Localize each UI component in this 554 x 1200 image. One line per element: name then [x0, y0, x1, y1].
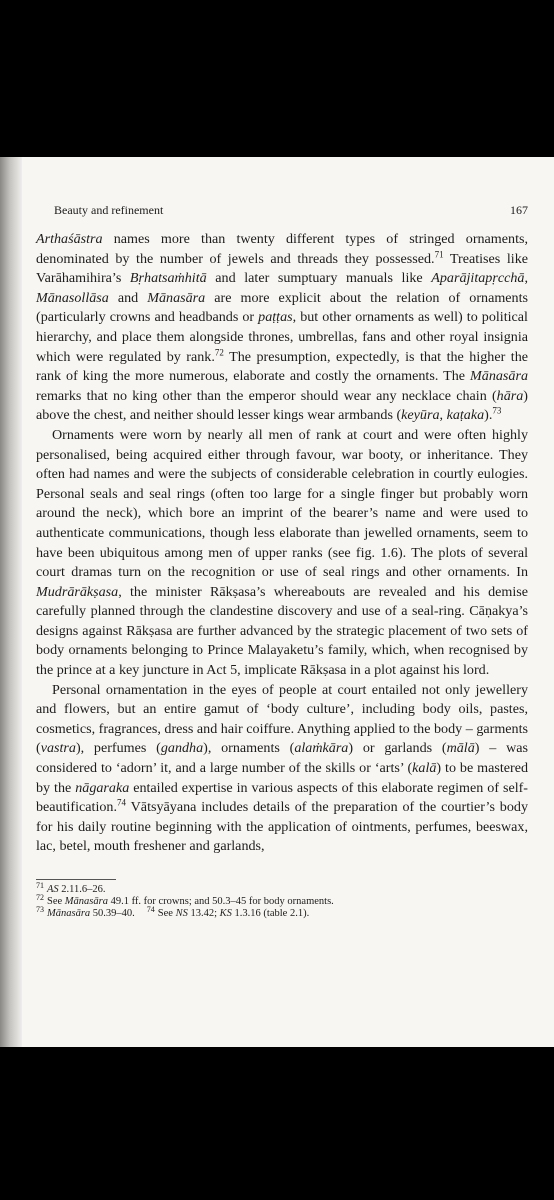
italic-term: nāgaraka: [75, 779, 130, 796]
text-run: , but other ornaments as well) to political hierarchy, and place them alongside thrones, umbrellas, fans and other royal insignia which were regulated by rank.: [36, 309, 528, 365]
italic-term: kaṭaka: [446, 407, 485, 424]
book-page: [0, 157, 554, 1047]
italic-term: gandha: [160, 740, 204, 757]
footnotes: [36, 880, 528, 920]
text-run: ) to be mastered by the: [36, 760, 529, 796]
italic-term: Bṛhatsaṁhitā: [129, 270, 207, 287]
footnote-71: [36, 880, 528, 896]
text-run: ), perfumes (: [75, 740, 161, 757]
text-run: , the minister Rākṣasa’s whereabouts are revealed and his demise carefully planned through the clandestine discovery and use of a seal-ring. Cāṇakya’s designs against Rākṣasa are further advanced by the strategic placement of two sets of body ornaments belonging to Prince Malayaketu’s family, which, when recognised by the prince at a key juncture in Act 5, implicate Rākṣasa in a plot against his lord.: [36, 583, 528, 679]
text-run: Vātsyāyana includes details of the preparation of the courtier’s body for his daily routine beginning with the application of ointments, perfumes, beeswax, lac, betel, mouth freshener and garlands,: [36, 799, 528, 855]
footnote-73-74: [36, 904, 528, 920]
footnote-ref-74[interactable]: 74: [117, 797, 127, 808]
text-run: ) or garlands (: [348, 740, 447, 757]
text-run: Ornaments were worn by nearly all men of rank at court and were often highly personalised, being acquired either through favour, war booty, or inheritance. They often had names and were the subjects of considerable celebration in courtly eulogies. Personal seals and seal rings (often too large for a single finger but probably worn around the neck), which bore an imprint of the bearer’s name and were used to authenticate communications, though less elaborate than jewelled ornaments, seem to have been ubiquitous among men of upper ranks (see fig. 1.6). The plots of several court dramas turn on the recognition or use of seal rings and other ornaments. In: [36, 426, 528, 581]
paragraph-1: [36, 230, 528, 426]
text-run: 2.11.6–26.: [58, 884, 106, 895]
italic-term: Arthaśāstra: [36, 231, 103, 247]
text-run: Treatises like Varāhamihira’s: [36, 250, 528, 287]
italic-term: Mudrārākṣasa: [36, 583, 119, 600]
italic-term: Mānasāra: [147, 289, 206, 306]
paragraph-2: [36, 426, 528, 681]
page-text-area: [36, 203, 528, 920]
text-run: See: [47, 896, 65, 907]
italic-term: keyūra: [401, 407, 440, 424]
italic-term: hāra: [496, 387, 524, 404]
italic-term: AS: [47, 884, 59, 895]
italic-term: Mānasāra: [64, 896, 108, 907]
footnote-ref-73[interactable]: 73: [492, 405, 502, 416]
text-run: The presumption, expectedly, is that the higher the rank of king the more numerous, elaborate and costly the ornaments. The: [36, 348, 528, 385]
text-run: 49.1 ff. for crowns; and 50.3–45 for body ornaments.: [107, 896, 334, 907]
running-head: [36, 203, 528, 218]
italic-term: mālā: [446, 740, 475, 757]
italic-term: Mānasollāsa: [36, 289, 109, 306]
text-run: and: [108, 289, 148, 306]
text-run: See: [157, 908, 176, 919]
text-run: 13.42;: [187, 908, 220, 919]
italic-term: Mānasāra: [470, 368, 528, 385]
text-run: 1.3.16 (table 2.1).: [231, 908, 310, 919]
text-run: ).: [484, 407, 493, 424]
footnote-number: 73: [36, 904, 44, 914]
footnote-ref-71[interactable]: 71: [434, 248, 444, 259]
paragraph-3: [36, 681, 528, 857]
italic-term: NS: [175, 908, 188, 919]
text-run: Personal ornamentation in the eyes of people at court entailed not only jewellery and flowers, but an entire gamut of ‘body culture’, including body oils, pastes, cosmetics, fragrances, dress and hair coiffure. Anything applied to the body – garments (: [36, 681, 528, 757]
italic-term: Mānasāra: [47, 908, 91, 919]
text-run: ), ornaments (: [203, 740, 295, 757]
footnote-number: 72: [36, 892, 44, 902]
text-run: and later sumptuary manuals like: [206, 270, 432, 287]
italic-term: alaṁkāra: [294, 740, 349, 757]
italic-term: kalā: [412, 760, 437, 777]
running-head-title: Beauty and refinement: [54, 203, 164, 217]
text-run: ,: [439, 407, 447, 424]
footnote-number: 74: [146, 904, 155, 914]
text-run: ) – was considered to ‘adorn’ it, and a large number of the skills or ‘arts’ (: [36, 740, 528, 777]
text-run: remarks that no king other than the emperor should wear any necklace chain (: [36, 387, 497, 404]
text-run: names more than twenty different types of stringed ornaments, denominated by the number of jewels and threads they possessed.: [36, 231, 528, 267]
page-number: 167: [510, 203, 528, 217]
text-run: are more explicit about the relation of ornaments (particularly crowns and headbands or: [36, 289, 528, 326]
text-run: ,: [524, 270, 528, 287]
text-run: ) above the chest, and neither should lesser kings wear armbands (: [36, 387, 528, 424]
text-run: 50.39–40.: [90, 908, 135, 919]
footnote-ref-72[interactable]: 72: [214, 346, 224, 357]
italic-term: KS: [219, 908, 232, 919]
italic-term: Aparājitapṛcchā: [431, 270, 525, 287]
footnote-divider: [36, 879, 116, 880]
binding-shadow: [0, 157, 22, 1047]
footnote-72: [36, 892, 528, 908]
text-run: entailed expertise in various aspects of this elaborate regimen of self-beautification.: [36, 779, 529, 816]
italic-term: vastra: [40, 740, 76, 757]
italic-term: paṭṭas: [258, 309, 293, 326]
footnote-number: 71: [36, 880, 44, 890]
